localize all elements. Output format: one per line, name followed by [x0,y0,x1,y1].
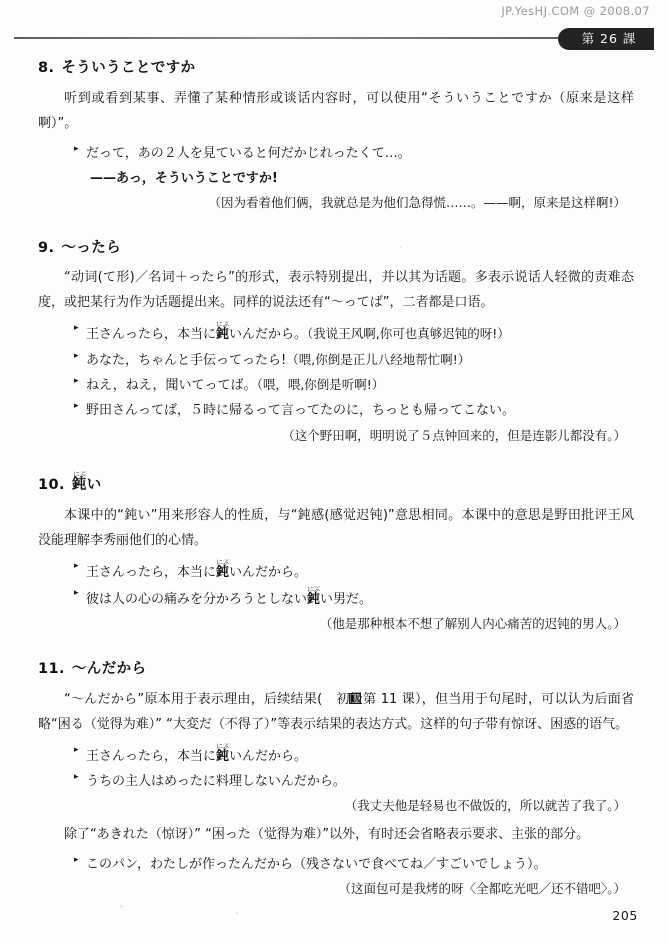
example-jp-pre: 王さんったら，本当に [86,748,217,764]
section-10-examples [38,558,634,637]
bullet-icon: ▸ [74,771,79,782]
section-9-paragraph: “动词(て形)／名词＋ったら”的形式，表示特别提出，并以其为话题。多表示说话人轻微的责难态度，或把某行为作为话题提出来。同样的说法还有“～ってば”，二者都是口语。 [38,270,634,311]
example-jp-post: い男だ。 [320,592,373,608]
section-8-examples [38,141,634,216]
section-11-paragraph-part2: 初级第 11 课），但当用于句尾时，可以认为后面省略“困る（觉得为难）” “大変だ（不得了）”等表示结果的表达方式。这样的句子带有惊讶、困惑的语气。 [38,691,635,732]
ruby-annotation [216,741,230,764]
example-translation: （喂，喂,你倒是听啊!） [256,377,385,393]
example-jp: ねえ，ねえ，聞いてってば。 [86,378,257,394]
section-11-closing-examples [38,852,634,902]
bullet-icon: ▸ [74,143,79,154]
example-jp: このパン，わたしが作ったんだから（残さないで食べてね／すごいでしょう）。 [86,856,547,872]
section-8 [38,58,634,216]
ruby-annotation [216,557,230,580]
bullet-icon: ▸ [74,744,79,755]
lesson-tab: 第 26 課 [558,28,654,50]
furigana: にぶ [216,557,230,566]
example-sentence [38,320,634,347]
ruby-annotation [71,470,87,494]
book-reference-icon [323,689,335,700]
section-8-title: そういうことですか [61,60,196,76]
section-10-number: 10. [38,477,65,494]
example-jp-pre: 王さんったら，本当に [86,564,217,580]
example-jp: うちの主人はめったに料理しないんだから。 [86,773,346,789]
example-jp: 野田さんってば，５時に帰るって言ってたのに，ちっとも帰ってこない。 [86,403,516,419]
scan-speck [236,912,238,914]
furigana: にぶ [71,470,87,479]
example-jp: あなた，ちゃんと手伝ってったら! [86,352,287,368]
section-spacer [38,641,634,659]
ruby-base: 鈍 [216,748,230,764]
bullet-icon: ▸ [74,323,79,334]
section-10-paragraph: 本课中的“鈍い”用来形容人的性质，与“鈍感(感觉迟钝)”意思相同。本课中的意思是野田批评王风没能理解李秀丽他们的心情。 [38,507,634,548]
example-sentence [38,585,634,612]
example-translation: （因为看着他们俩，我就总是为他们急得慌……。——啊，原来是这样啊!） [208,195,626,211]
section-9 [38,238,634,448]
section-11-examples [38,742,634,819]
section-spacer [38,220,634,238]
example-translation: （这面包可是我烤的呀〈全都吃光吧／还不错吧〉。） [338,880,626,896]
bullet-icon: ▸ [74,588,79,599]
bullet-icon: ▸ [74,854,79,865]
section-10-title-post: い [86,477,102,494]
section-11 [38,659,634,901]
site-watermark: JP.YesHJ.COM @ 2008.07 [501,4,650,18]
ruby-annotation [307,585,321,608]
section-8-heading [38,58,634,80]
example-translation: （我丈夫他是轻易也不做饭的，所以就苦了我了。） [344,798,626,814]
ruby-base: 鈍 [71,477,87,494]
section-10 [38,470,634,637]
example-jp-pre: 王さんったら，本当に [86,327,217,343]
bullet-icon: ▸ [74,376,79,387]
section-11-title: ～んだから [71,660,147,677]
example-jp-continuation: ——あっ，そういうことですか! [90,171,278,186]
example-sentence [38,769,634,794]
example-translation: （喂,你倒是正儿八经地帮忙啊!） [286,351,471,367]
example-jp-pre: 彼は人の心の痛みを分かろうとしない [86,592,308,608]
section-spacer [38,452,634,470]
ruby-base: 鈍 [216,327,230,343]
scan-speck [120,905,123,908]
ruby-base: 鈍 [307,592,321,608]
bullet-icon: ▸ [74,401,79,412]
example-jp-post: いんだから。 [229,748,308,764]
section-11-paragraph [38,688,634,738]
section-11-number: 11. [38,660,65,677]
example-sentence [38,348,634,373]
example-translation: （他是那种根本不想了解别人内心痛苦的迟钝的男人。） [319,616,626,632]
furigana: にぶ [307,585,321,594]
example-continuation [38,166,634,191]
example-translation: （我说王风啊,你可也真够迟钝的呀!） [307,326,510,342]
example-sentence [38,558,634,585]
page-content [38,58,634,905]
example-jp-post: いんだから。 [229,327,308,343]
example-sentence [38,852,634,877]
ruby-base: 鈍 [216,564,230,580]
section-9-title: ～ったら [61,239,122,256]
example-sentence [38,398,634,423]
section-8-number: 8. [38,60,55,76]
example-jp: だって，あの２人を見ていると何だかじれったくて…。 [86,145,411,161]
example-translation: （这个野田啊，明明说了５点钟回来的，但是连影儿都没有。） [282,427,626,443]
bullet-icon: ▸ [74,560,79,571]
section-11-heading [38,659,634,681]
section-9-examples [38,320,634,448]
section-11-closing-paragraph: 除了“あきれた（惊讶）” “困った（觉得为难）”以外，有时还会省略表示要求、主张的部分。 [64,826,590,842]
section-9-heading [38,238,634,260]
section-9-number: 9. [38,239,55,256]
example-jp-post: いんだから。 [229,564,308,580]
example-sentence [38,373,634,398]
example-sentence [38,141,634,166]
section-11-paragraph-part1: “～んだから”原本用于表示理由，后续结果( [64,691,323,707]
section-8-paragraph: 听到或看到某事、弄懂了某种情形或谈话内容时，可以使用“そういうことですか（原来是这样啊）”。 [38,90,634,131]
example-sentence [38,742,634,769]
ruby-annotation [216,320,230,343]
furigana: にぶ [216,741,230,750]
section-10-heading [38,470,634,497]
bullet-icon: ▸ [74,350,79,361]
furigana: にぶ [216,320,230,329]
page-number: 205 [612,908,638,923]
